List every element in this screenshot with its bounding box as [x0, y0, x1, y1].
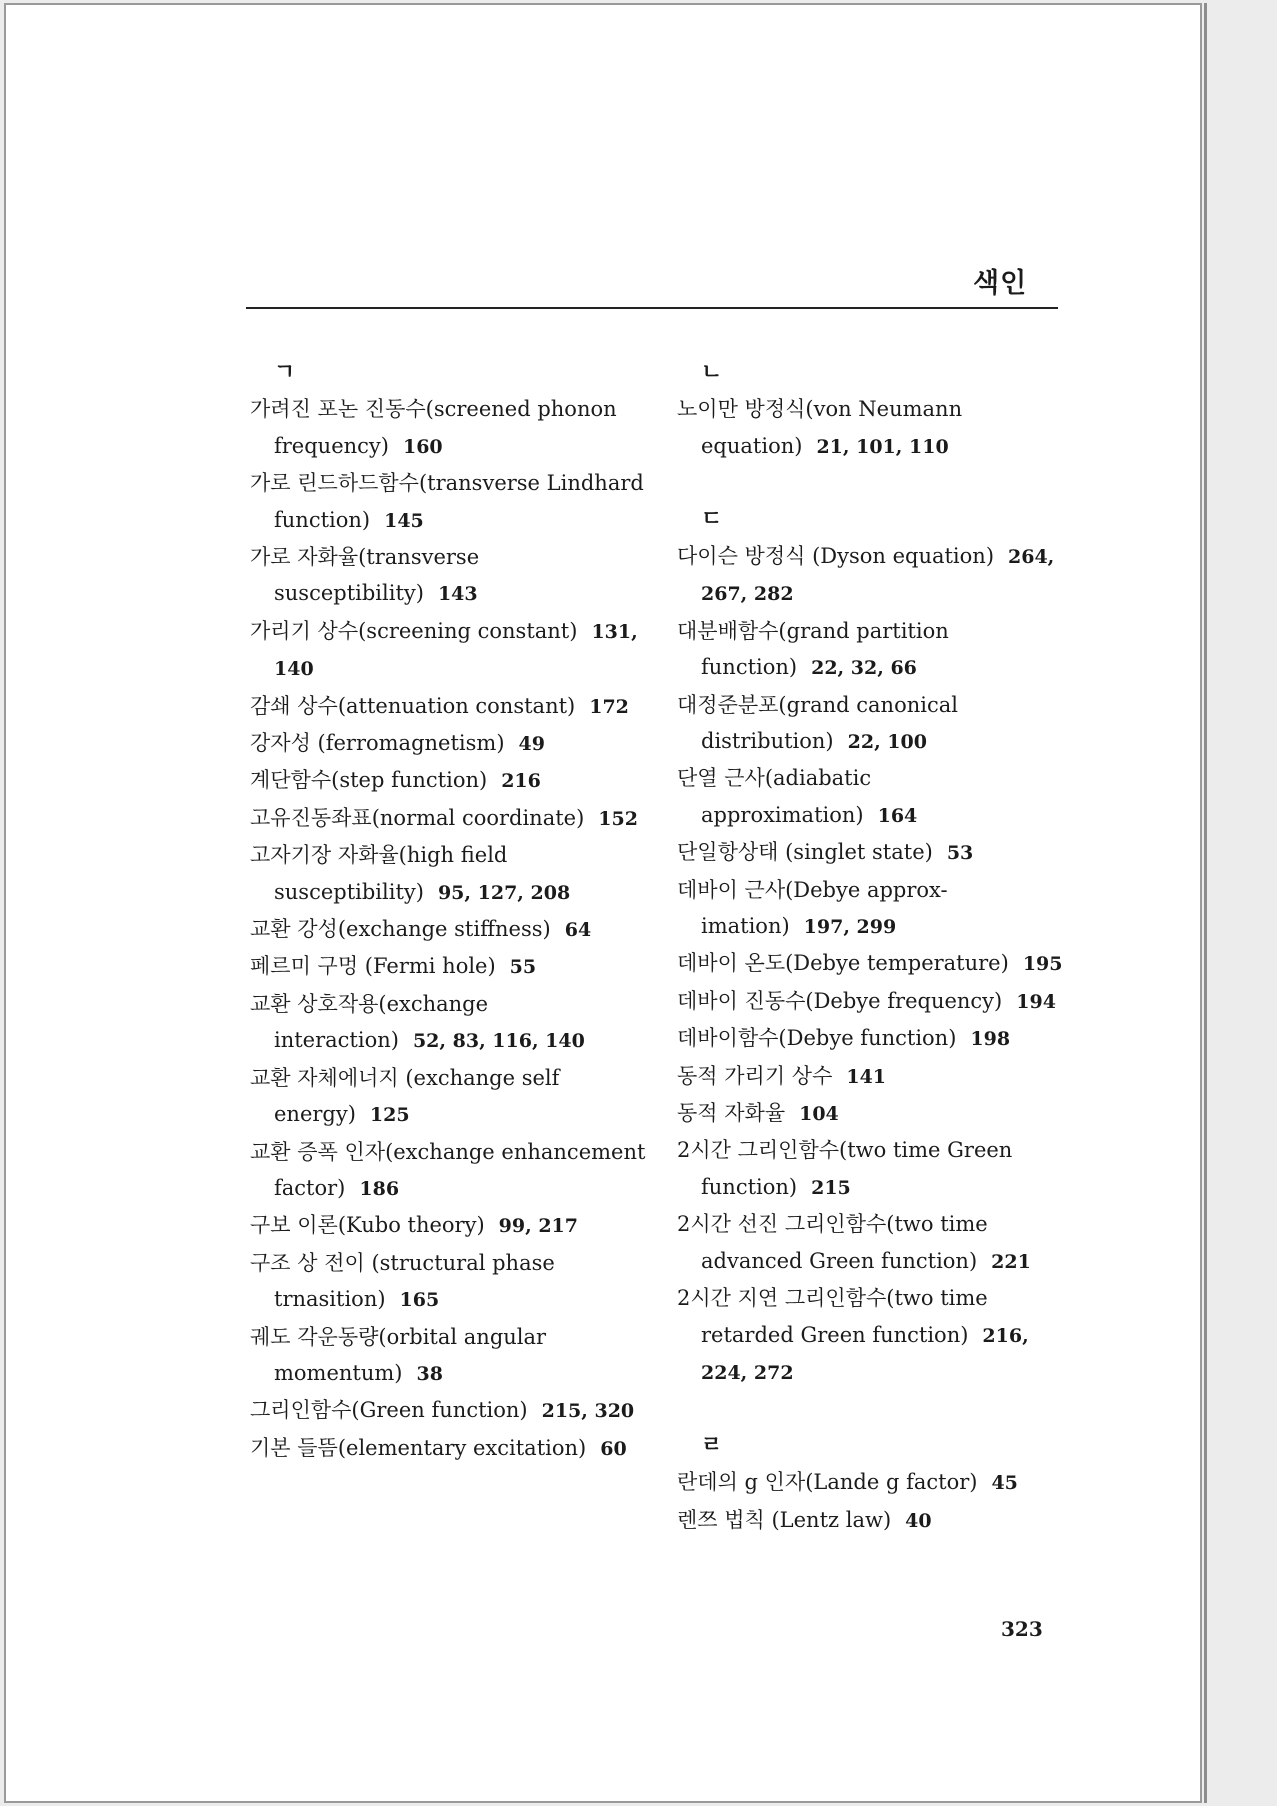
index-term: 2시간 지연 그리인함수(two time retarded Green function) [677, 1286, 988, 1347]
page-edge-shadow [1204, 3, 1207, 1803]
section-gap [677, 465, 1077, 501]
index-term: 가리기 상수(screening constant) [250, 618, 578, 643]
index-entry [250, 911, 658, 948]
index-entry [677, 1206, 1077, 1280]
index-pages: 55 [509, 956, 537, 979]
index-entry [677, 391, 1077, 465]
index-pages: 197, 299 [803, 916, 897, 939]
index-entry [250, 762, 658, 799]
index-term: 교환 자체에너지 (exchange self energy) [250, 1065, 560, 1127]
index-pages: 195 [1022, 953, 1063, 976]
index-pages: 160 [402, 435, 443, 458]
index-entry [250, 1319, 658, 1393]
index-entry [250, 1207, 658, 1244]
index-term: 교환 증폭 인자(exchange enhancement factor) [250, 1139, 646, 1200]
index-term: 다이슨 방정식 (Dyson equation) [677, 543, 995, 568]
index-pages: 45 [991, 1472, 1018, 1495]
index-term: 계단함수(step function) [250, 768, 488, 793]
index-pages: 215, 320 [541, 1400, 635, 1423]
index-term: 교환 강성(exchange stiffness) [250, 917, 551, 942]
index-term: 대분배함수(grand partition function) [677, 618, 949, 680]
index-term: 동적 자화율 [677, 1101, 786, 1126]
index-pages: 215 [811, 1176, 851, 1199]
index-entry [250, 725, 658, 762]
header-rule [246, 307, 1058, 309]
index-entry [677, 983, 1077, 1020]
index-term: 대정준분포(grand canonical distribution) [677, 692, 958, 754]
index-pages: 22, 100 [847, 731, 927, 754]
index-pages: 64 [564, 919, 592, 942]
index-term: 감쇄 상수(attenuation constant) [250, 693, 576, 718]
index-entry [250, 837, 658, 911]
index-pages: 152 [598, 807, 638, 830]
index-entry [677, 613, 1077, 687]
index-entry [677, 1280, 1077, 1391]
index-pages: 21, 101, 110 [816, 435, 949, 458]
index-pages: 60 [600, 1437, 627, 1460]
index-term: 구조 상 전이 (structural phase trnasition) [250, 1250, 555, 1312]
index-entry [250, 688, 658, 725]
index-term: 가로 린드하드함수(transverse Lindhard function) [250, 471, 644, 532]
index-entry [250, 1430, 658, 1467]
index-pages: 52, 83, 116, 140 [412, 1030, 585, 1053]
index-entry [677, 1058, 1077, 1095]
index-entry [677, 1464, 1077, 1501]
section-gap [677, 1391, 1077, 1427]
index-entry [250, 1392, 658, 1429]
index-pages: 49 [518, 733, 545, 756]
index-term: 단일항상태 (singlet state) [677, 840, 933, 865]
index-term: 그리인함수(Green function) [250, 1398, 528, 1423]
index-term: 가로 자화율(transverse susceptibility) [250, 545, 480, 606]
index-pages: 198 [970, 1028, 1011, 1051]
index-term: 궤도 각운동량(orbital angular momentum) [250, 1324, 547, 1385]
index-term: 데바이 근사(Debye approx-imation) [677, 877, 948, 939]
index-entry [250, 1060, 658, 1134]
index-term: 페르미 구멍 (Fermi hole) [250, 954, 496, 979]
index-term: 2시간 선진 그리인함수(two time advanced Green function) [677, 1212, 988, 1273]
index-entry [677, 872, 1077, 946]
running-head: 색인 [973, 268, 1028, 299]
index-pages: 22, 32, 66 [811, 657, 917, 680]
index-pages: 99, 217 [498, 1215, 578, 1238]
index-pages: 186 [359, 1177, 400, 1200]
index-entry [677, 1020, 1077, 1057]
index-pages: 165 [399, 1289, 440, 1312]
index-term: 고자기장 자화율(high field susceptibility) [250, 843, 508, 904]
index-term: 구보 이론(Kubo theory) [250, 1213, 485, 1238]
index-pages: 221 [991, 1250, 1031, 1273]
index-column-left [250, 355, 658, 1467]
index-pages: 38 [416, 1362, 443, 1385]
index-term: 고유진동좌표(normal coordinate) [250, 805, 585, 830]
index-pages: 53 [946, 842, 974, 865]
index-entry [250, 1134, 658, 1208]
index-pages: 40 [905, 1509, 932, 1532]
index-pages: 172 [589, 695, 629, 718]
index-pages: 194 [1016, 990, 1056, 1013]
index-section-letter: ㄷ [701, 506, 723, 532]
index-pages: 216 [501, 770, 541, 793]
index-section-letter: ㄱ [274, 360, 296, 385]
index-entry [250, 613, 658, 688]
index-entry [677, 1132, 1077, 1206]
index-entry [250, 465, 658, 539]
index-section-letter: ㄹ [701, 1432, 723, 1458]
index-entry [250, 1245, 658, 1319]
index-entry [677, 1502, 1077, 1539]
index-pages: 141 [846, 1065, 887, 1088]
index-term: 단열 근사(adiabatic approximation) [677, 766, 872, 827]
index-term: 란데의 g 인자(Lande g factor) [677, 1470, 978, 1495]
index-term: 렌쯔 법칙 (Lentz law) [677, 1507, 892, 1532]
index-entry [677, 760, 1077, 834]
index-entry [250, 986, 658, 1060]
index-pages: 104 [799, 1103, 839, 1126]
index-pages: 145 [384, 509, 424, 532]
index-entry [677, 1095, 1077, 1132]
index-entry [677, 687, 1077, 761]
index-term: 노이만 방정식(von Neumann equation) [677, 397, 963, 458]
index-pages: 216, 224, 272 [701, 1324, 1029, 1384]
index-entry [677, 834, 1077, 871]
index-term: 기본 들뜸(elementary excitation) [250, 1435, 587, 1460]
index-entry [677, 538, 1077, 613]
index-pages: 264, 267, 282 [701, 545, 1055, 606]
index-pages: 164 [877, 804, 918, 827]
index-term: 데바이함수(Debye function) [677, 1026, 957, 1051]
index-term: 교환 상호작용(exchange interaction) [250, 991, 489, 1053]
index-term: 데바이 진동수(Debye frequency) [677, 988, 1003, 1013]
index-entry [250, 948, 658, 985]
index-column-right [677, 355, 1077, 1539]
index-term: 동적 가리기 상수 [677, 1063, 833, 1088]
book-page [4, 3, 1202, 1803]
index-entry [250, 800, 658, 837]
index-entry [250, 539, 658, 613]
index-pages: 125 [369, 1104, 410, 1127]
index-pages: 131, 140 [274, 620, 638, 681]
page-number: 323 [1001, 1617, 1043, 1641]
index-term: 데바이 온도(Debye temperature) [677, 951, 1009, 976]
index-term: 강자성 (ferromagnetism) [250, 731, 505, 756]
index-entry [677, 945, 1077, 982]
index-pages: 95, 127, 208 [437, 881, 571, 904]
index-entry [250, 391, 658, 465]
index-pages: 143 [437, 583, 478, 606]
index-term: 가려진 포논 진동수(screened phonon frequency) [250, 397, 617, 458]
index-section-letter: ㄴ [701, 360, 723, 385]
index-term: 2시간 그리인함수(two time Green function) [677, 1138, 1013, 1199]
